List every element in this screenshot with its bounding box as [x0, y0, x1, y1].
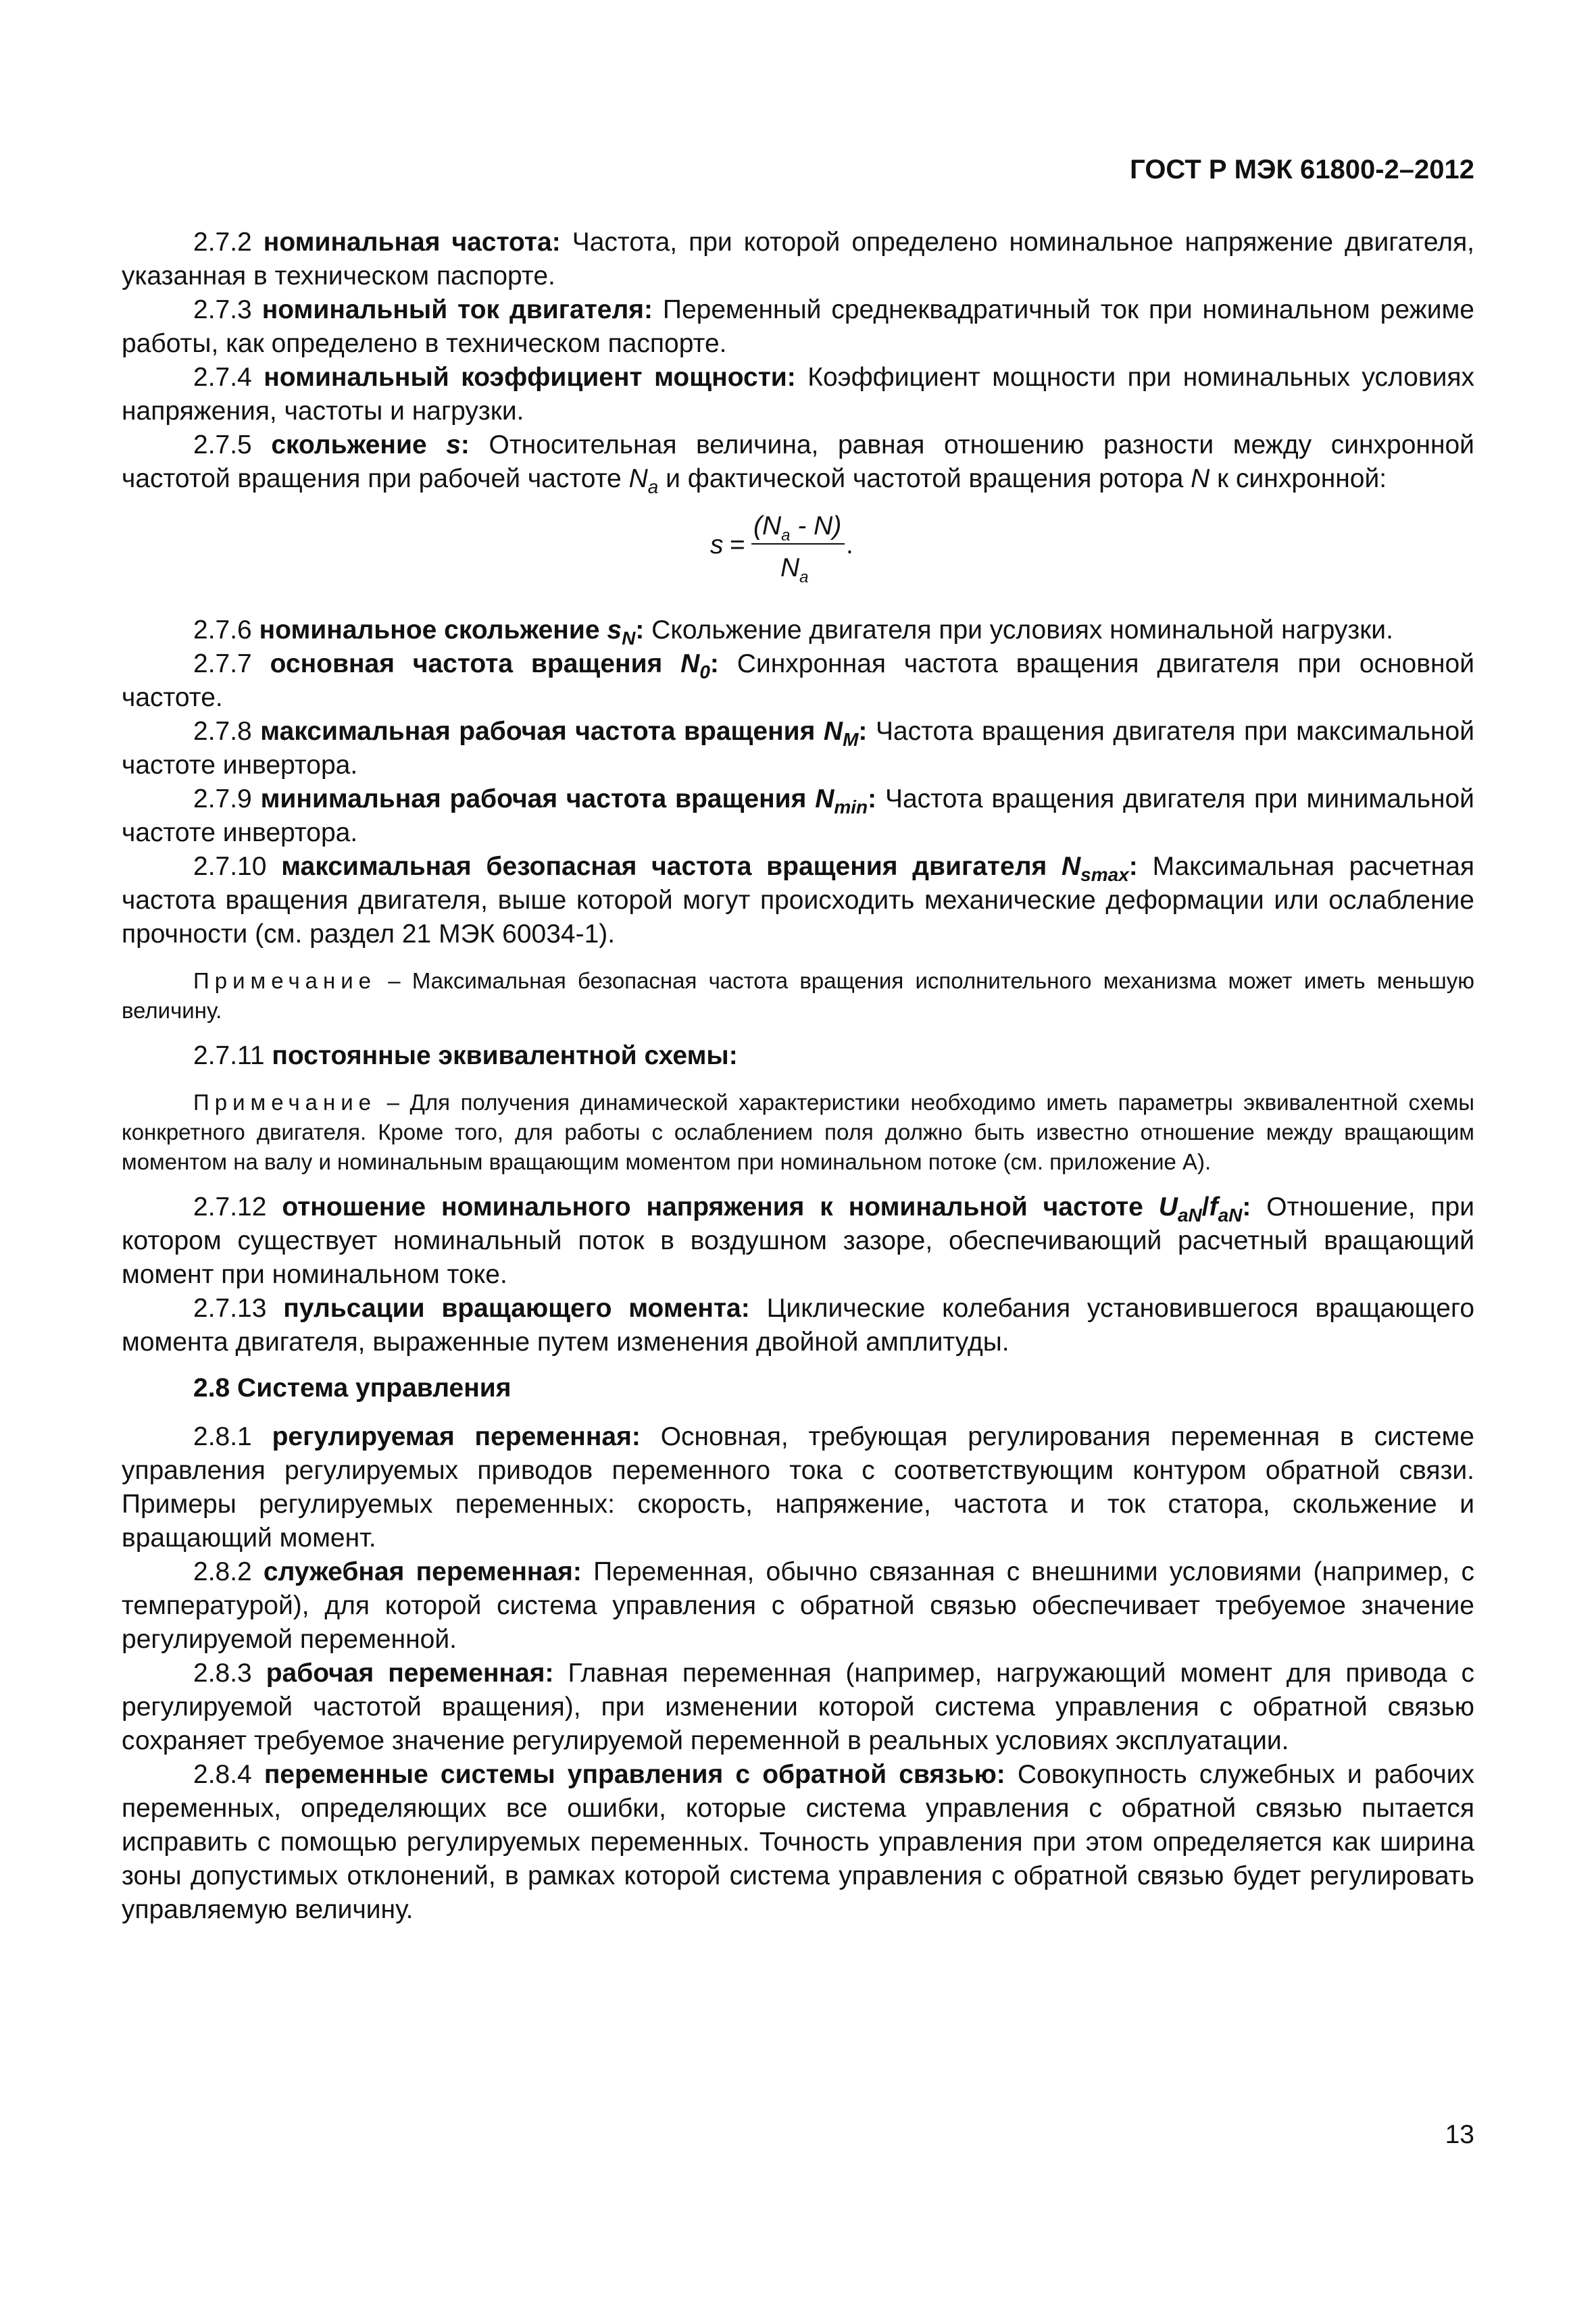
symbol-subscript: a — [647, 476, 659, 497]
formula-period: . — [846, 530, 853, 559]
paragraph-2-7-4 — [122, 361, 1474, 428]
clause-number: 2.7.13 — [193, 1294, 267, 1323]
definition: Скольжение двигателя при условиях номинальной нагрузки. — [651, 615, 1393, 645]
symbol-letter: f — [1209, 1192, 1218, 1222]
symbol-na — [628, 464, 659, 497]
slash: / — [1201, 1192, 1210, 1222]
symbol-subscript: aN — [1218, 1204, 1243, 1226]
term: рабочая переменная: — [266, 1659, 554, 1688]
paragraph-2-7-2 — [122, 226, 1474, 293]
term: пульсации вращающего момента: — [283, 1294, 750, 1323]
paragraph-2-7-5 — [122, 428, 1474, 496]
definition: Главная переменная (например, нагружающий момент для привода с регулируемой частотой вращения), при изменении которой система управления с обратной связью сохраняет требуемое значение регулируемой переменной в реальных условиях эксплуатации. — [122, 1659, 1474, 1755]
definition: Переменная, обычно связанная с внешними условиями (например, с температурой), для которой система управления с обратной связью обеспечивает требуемое значение регулируемой переменной. — [122, 1557, 1475, 1654]
clause-number: 2.7.7 — [193, 649, 252, 678]
term: регулируемая переменная: — [272, 1422, 641, 1451]
numerator-rest: - N) — [790, 511, 842, 540]
paragraph-2-7-3 — [122, 293, 1474, 361]
paragraph-2-7-8 — [122, 715, 1474, 782]
paragraph-2-7-6 — [122, 613, 1474, 647]
paragraph-2-7-7 — [122, 647, 1474, 715]
symbol-letter: N — [1062, 852, 1081, 881]
formula-denominator — [780, 551, 809, 585]
clause-number: 2.8.1 — [193, 1422, 252, 1451]
denominator-part: N — [780, 553, 800, 582]
numerator-part: (N — [753, 511, 782, 540]
symbol-letter: N — [823, 717, 843, 746]
symbol-u — [1158, 1192, 1202, 1226]
note-label: Примечание — [193, 1090, 377, 1115]
term: номинальное скольжение — [259, 615, 600, 645]
colon: : — [709, 649, 719, 678]
symbol — [607, 615, 636, 649]
clause-number: 2.8.4 — [193, 1760, 252, 1789]
paragraph-2-7-13 — [122, 1292, 1474, 1359]
term: служебная переменная: — [263, 1557, 582, 1586]
symbol-subscript: N — [622, 627, 636, 649]
definition: Переменный среднеквадратичный ток при номинальном режиме работы, как определено в техническом паспорте. — [122, 295, 1474, 358]
term: номинальный ток двигателя: — [261, 295, 653, 324]
note-label: Примечание — [193, 968, 377, 993]
colon: : — [635, 615, 645, 645]
definition: Совокупность служебных и рабочих переменных, определяющих все ошибки, которые система управления с обратной связью пытается исправить с помощью регулируемых переменных. Точность управления при этом определяется как ширина зоны допустимых отклонений, в рамках которой система управления с обратной связью будет регулировать управляемую величину. — [122, 1760, 1474, 1924]
term: минимальная рабочая частота вращения — [260, 784, 807, 813]
clause-number: 2.7.8 — [193, 717, 252, 746]
definition-cont: и фактической частотой вращения ротора — [666, 464, 1184, 493]
clause-number: 2.8.2 — [193, 1557, 252, 1586]
symbol-subscript: min — [834, 796, 868, 818]
clause-number: 2.8.3 — [193, 1659, 252, 1688]
definition: Коэффициент мощности при номинальных условиях напряжения, частоты и нагрузки. — [122, 363, 1474, 426]
term: основная частота вращения — [270, 649, 663, 678]
symbol — [823, 717, 859, 750]
symbol-letter: U — [1158, 1192, 1178, 1222]
term: номинальная частота: — [263, 228, 561, 257]
term: скольжение — [271, 430, 427, 459]
paragraph-2-7-10 — [122, 850, 1474, 951]
colon: : — [460, 430, 470, 459]
colon: : — [858, 717, 868, 746]
denominator-subscript: a — [799, 568, 809, 586]
document-body — [122, 226, 1474, 1927]
note-text: – Для получения динамической характеристики необходимо иметь параметры эквивалентной схемы конкретного двигателя. Кроме того, для работы с ослаблением поля должно быть известно отношение между вращающим моментом на валу и номинальным вращающим моментом при номинальном потоке (см. приложение А). — [122, 1090, 1474, 1174]
definition-end: к синхронной: — [1217, 464, 1387, 493]
formula-numerator — [753, 509, 841, 543]
symbol-subscript: M — [843, 728, 859, 750]
section-title: 2.8 Система управления — [193, 1374, 512, 1403]
clause-number: 2.7.6 — [193, 615, 252, 645]
clause-number: 2.7.11 — [193, 1041, 265, 1070]
definition: Частота вращения двигателя при минимальной частоте инвертора. — [122, 784, 1474, 847]
clause-number: 2.7.2 — [193, 228, 252, 257]
definition: Основная, требующая регулирования переменная в системе управления регулируемых приводов переменного тока с соответствующим контуром обратной связи. Примеры регулируемых переменных: скорость, напряжение, частота и ток статора, скольжение и вращающий момент. — [122, 1422, 1474, 1553]
standard-header: ГОСТ Р МЭК 61800-2–2012 — [1130, 155, 1474, 184]
clause-number: 2.7.5 — [193, 430, 252, 459]
numerator-subscript: a — [781, 526, 791, 545]
clause-number: 2.7.9 — [193, 784, 252, 813]
symbol-subscript: 0 — [699, 661, 710, 682]
clause-number: 2.7.10 — [193, 852, 267, 881]
note-text: – Максимальная безопасная частота вращения исполнительного механизма может иметь меньшую величину. — [122, 968, 1474, 1023]
paragraph-2-8-2 — [122, 1555, 1474, 1657]
symbol-subscript: aN — [1177, 1204, 1202, 1226]
paragraph-2-7-12 — [122, 1190, 1474, 1292]
symbol — [680, 649, 710, 682]
paragraph-2-7-11 — [122, 1039, 1474, 1073]
fraction-bar — [751, 543, 845, 545]
symbol-n: N — [1191, 464, 1210, 493]
paragraph-2-8-1 — [122, 1420, 1474, 1555]
definition: Относительная величина, равная отношению разности между синхронной частотой вращения при рабочей частоте — [122, 430, 1474, 493]
symbol-subscript: smax — [1080, 863, 1129, 885]
term: переменные системы управления с обратной связью: — [264, 1760, 1005, 1789]
term: отношение номинального напряжения к номинальной частоте — [282, 1192, 1143, 1222]
term: номинальный коэффициент мощности: — [264, 363, 796, 392]
clause-number: 2.7.4 — [193, 363, 252, 392]
paragraph-2-8-4 — [122, 1758, 1474, 1927]
definition: Циклические колебания установившегося вращающего момента двигателя, выраженные путем изменения двойной амплитуды. — [122, 1294, 1475, 1357]
definition: Синхронная частота вращения двигателя при основной частоте. — [122, 649, 1474, 712]
symbol-letter: s — [607, 615, 622, 645]
slip-formula — [122, 500, 1474, 613]
symbol-letter: N — [680, 649, 700, 678]
symbol-letter: N — [628, 464, 648, 493]
colon: : — [1242, 1192, 1251, 1222]
symbol-f — [1209, 1192, 1243, 1226]
page-number: 13 — [1445, 2120, 1474, 2149]
symbol — [1062, 852, 1129, 885]
definition: Максимальная расчетная частота вращения двигателя, выше которой могут происходить механические деформации или ослабление прочности (см. раздел 21 МЭК 60034-1). — [122, 852, 1475, 949]
clause-number: 2.7.12 — [193, 1192, 267, 1222]
note-2 — [122, 1088, 1474, 1177]
formula-equals: = — [730, 530, 745, 559]
note-1 — [122, 966, 1474, 1026]
term: постоянные эквивалентной схемы: — [272, 1041, 738, 1070]
symbol: s — [446, 430, 461, 459]
definition: Частота, при которой определено номинальное напряжение двигателя, указанная в техническом паспорте. — [122, 228, 1475, 291]
clause-number: 2.7.3 — [193, 295, 252, 324]
term: максимальная безопасная частота вращения двигателя — [281, 852, 1047, 881]
paragraph-2-8-3 — [122, 1657, 1474, 1758]
formula-lhs: s — [710, 530, 724, 559]
paragraph-2-7-9 — [122, 782, 1474, 850]
colon: : — [868, 784, 877, 813]
definition: Частота вращения двигателя при максимальной частоте инвертора. — [122, 717, 1475, 780]
symbol — [815, 784, 868, 818]
symbol-letter: N — [815, 784, 834, 813]
term: максимальная рабочая частота вращения — [260, 717, 816, 746]
colon: : — [1128, 852, 1138, 881]
definition: Отношение, при котором существует номинальный поток в воздушном зазоре, обеспечивающий расчетный вращающий момент при номинальном токе. — [122, 1192, 1475, 1289]
